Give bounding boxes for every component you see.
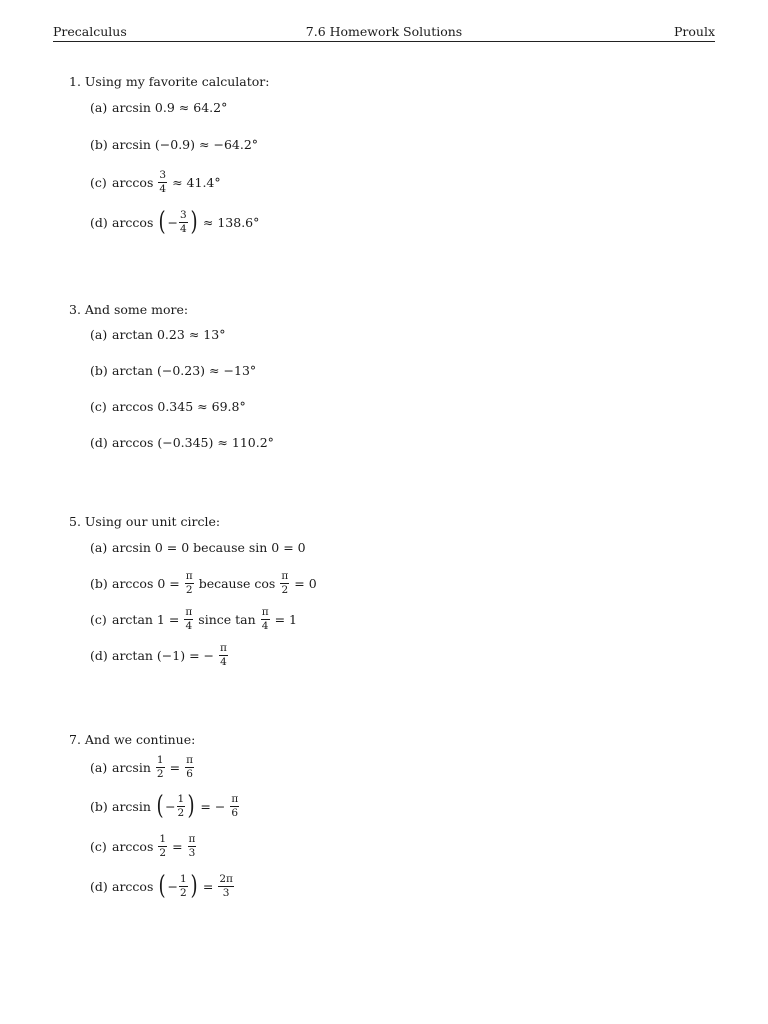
function-name: arctan xyxy=(112,326,153,342)
argument: (−0.23) xyxy=(156,362,206,378)
relation: = xyxy=(169,575,180,591)
item-label: (a) xyxy=(90,759,108,775)
equation-tail: = 0 xyxy=(294,575,317,591)
result: −13° xyxy=(223,362,257,378)
fraction xyxy=(158,833,167,858)
result-fraction xyxy=(184,606,193,631)
numerator: π xyxy=(185,570,193,583)
function-name: arccos xyxy=(112,214,154,230)
denominator: 4 xyxy=(220,655,227,668)
relation: = xyxy=(169,759,181,775)
sign: − xyxy=(167,878,179,894)
numerator: π xyxy=(231,793,239,806)
function-name: arcsin xyxy=(112,136,151,152)
function-name: arccos 0 xyxy=(112,575,166,591)
left-paren: ( xyxy=(158,207,167,237)
numerator: π xyxy=(188,833,196,846)
numerator: π xyxy=(220,642,227,655)
problem-item xyxy=(90,750,195,784)
argument: (−0.9) xyxy=(154,136,196,152)
denominator: 3 xyxy=(188,846,196,859)
item-label: (c) xyxy=(90,838,107,854)
item-label: (b) xyxy=(90,575,108,591)
function-name: arccos xyxy=(112,838,154,854)
numerator: 2π xyxy=(219,873,233,886)
result-fraction xyxy=(185,754,194,779)
problem-item xyxy=(90,205,259,239)
item-label: (a) xyxy=(90,326,108,342)
page-header xyxy=(53,24,715,42)
denominator: 2 xyxy=(185,583,193,596)
fraction xyxy=(177,793,186,818)
argument: 0.345 xyxy=(157,398,194,414)
numerator: 3 xyxy=(159,169,167,182)
item-label: (d) xyxy=(90,214,108,230)
result-fraction xyxy=(219,642,228,667)
denominator: 2 xyxy=(159,846,167,859)
denominator: 2 xyxy=(177,806,185,819)
relation: ≈ xyxy=(188,326,200,342)
denominator: 4 xyxy=(180,222,187,235)
sign: − xyxy=(167,214,179,230)
problem-item xyxy=(90,317,225,351)
item-label: (d) xyxy=(90,647,108,663)
function-name: arcsin xyxy=(112,759,151,775)
left-paren: ( xyxy=(156,791,164,821)
problem-item xyxy=(90,869,235,903)
problem-item xyxy=(90,530,306,564)
function-name: arccos xyxy=(112,878,154,894)
connector-word: because xyxy=(198,575,251,591)
result: 13° xyxy=(203,326,226,342)
function-name: arcsin xyxy=(112,798,151,814)
numerator: π xyxy=(281,570,289,583)
item-label: (a) xyxy=(90,99,108,115)
numerator: 1 xyxy=(156,754,164,767)
result: 64.2° xyxy=(193,99,228,115)
relation: ≈ xyxy=(199,136,210,152)
function-name: arccos xyxy=(112,174,154,190)
result: 110.2° xyxy=(231,434,274,450)
argument: (−0.345) xyxy=(157,434,214,450)
numerator: π xyxy=(186,754,193,767)
relation: ≈ xyxy=(202,214,214,230)
fraction xyxy=(179,873,188,898)
problem-title: 5. Using our unit circle: xyxy=(69,514,221,529)
right-paren: ) xyxy=(190,207,198,237)
argument: 0.9 xyxy=(154,99,175,115)
denominator: 3 xyxy=(222,886,230,899)
problem-item xyxy=(90,127,258,161)
problem-item xyxy=(90,829,197,863)
connector-word: since xyxy=(198,611,232,627)
function-name: cos xyxy=(254,575,276,591)
item-label: (c) xyxy=(90,398,107,414)
function-name: arcsin xyxy=(112,99,151,115)
equation-tail: = 1 xyxy=(274,611,297,627)
denominator: 4 xyxy=(261,619,269,632)
relation: = xyxy=(202,878,214,894)
function-name: arctan (−1) xyxy=(112,647,186,663)
item-label: (a) xyxy=(90,539,108,555)
item-label: (b) xyxy=(90,798,108,814)
fraction xyxy=(156,754,165,779)
relation: = − xyxy=(200,798,226,814)
function-name: arctan xyxy=(112,362,153,378)
result-fraction xyxy=(188,833,197,858)
result-fraction xyxy=(185,570,194,595)
result: 138.6° xyxy=(217,214,260,230)
function-name: arccos xyxy=(112,434,154,450)
denominator: 4 xyxy=(159,182,167,195)
denominator: 6 xyxy=(186,767,193,780)
problem-item xyxy=(90,90,227,124)
fraction xyxy=(158,169,167,194)
result-fraction xyxy=(230,793,239,818)
result: −64.2° xyxy=(213,136,259,152)
numerator: 1 xyxy=(159,833,167,846)
problem-item xyxy=(90,602,301,636)
item-label: (c) xyxy=(90,174,107,190)
item-label: (b) xyxy=(90,362,108,378)
right-paren: ) xyxy=(190,871,198,901)
denominator: 6 xyxy=(231,806,239,819)
relation: ≈ xyxy=(209,362,220,378)
item-label: (d) xyxy=(90,878,108,894)
fraction xyxy=(261,606,270,631)
problem-title: 1. Using my favorite calculator: xyxy=(69,74,270,89)
relation: = − xyxy=(189,647,215,663)
function-name: arctan 1 xyxy=(112,611,165,627)
item-text: arcsin 0 = 0 because sin 0 = 0 xyxy=(112,539,306,555)
sign: − xyxy=(165,798,176,814)
relation: ≈ xyxy=(197,398,208,414)
relation: = xyxy=(172,838,183,854)
function-name: arccos xyxy=(112,398,154,414)
numerator: 1 xyxy=(177,793,185,806)
result-fraction xyxy=(218,873,234,898)
problem-item xyxy=(90,425,274,459)
problem-item xyxy=(90,789,240,823)
author-name: Proulx xyxy=(673,24,715,39)
course-name: Precalculus xyxy=(53,24,127,39)
argument: 0.23 xyxy=(156,326,185,342)
left-paren: ( xyxy=(158,871,167,901)
problem-item xyxy=(90,165,221,199)
document-title: 7.6 Homework Solutions xyxy=(305,24,463,39)
item-label: (b) xyxy=(90,136,108,152)
problem-title: 3. And some more: xyxy=(69,302,189,317)
right-paren: ) xyxy=(187,791,195,821)
denominator: 4 xyxy=(185,619,193,632)
relation: ≈ xyxy=(217,434,228,450)
problem-title: 7. And we continue: xyxy=(69,732,196,747)
denominator: 2 xyxy=(156,767,164,780)
fraction xyxy=(280,570,289,595)
item-label: (c) xyxy=(90,611,107,627)
numerator: π xyxy=(261,606,269,619)
problem-item xyxy=(90,353,256,387)
numerator: π xyxy=(185,606,193,619)
relation: = xyxy=(168,611,180,627)
relation: ≈ xyxy=(172,174,183,190)
item-label: (d) xyxy=(90,434,108,450)
fraction xyxy=(179,209,188,234)
numerator: 3 xyxy=(180,209,187,222)
numerator: 1 xyxy=(180,873,187,886)
function-name: tan xyxy=(235,611,256,627)
result: 69.8° xyxy=(211,398,246,414)
result: 41.4° xyxy=(186,174,221,190)
denominator: 2 xyxy=(180,886,187,899)
problem-item xyxy=(90,638,229,672)
relation: ≈ xyxy=(178,99,190,115)
problem-item xyxy=(90,389,246,423)
problem-item xyxy=(90,566,321,600)
denominator: 2 xyxy=(281,583,289,596)
